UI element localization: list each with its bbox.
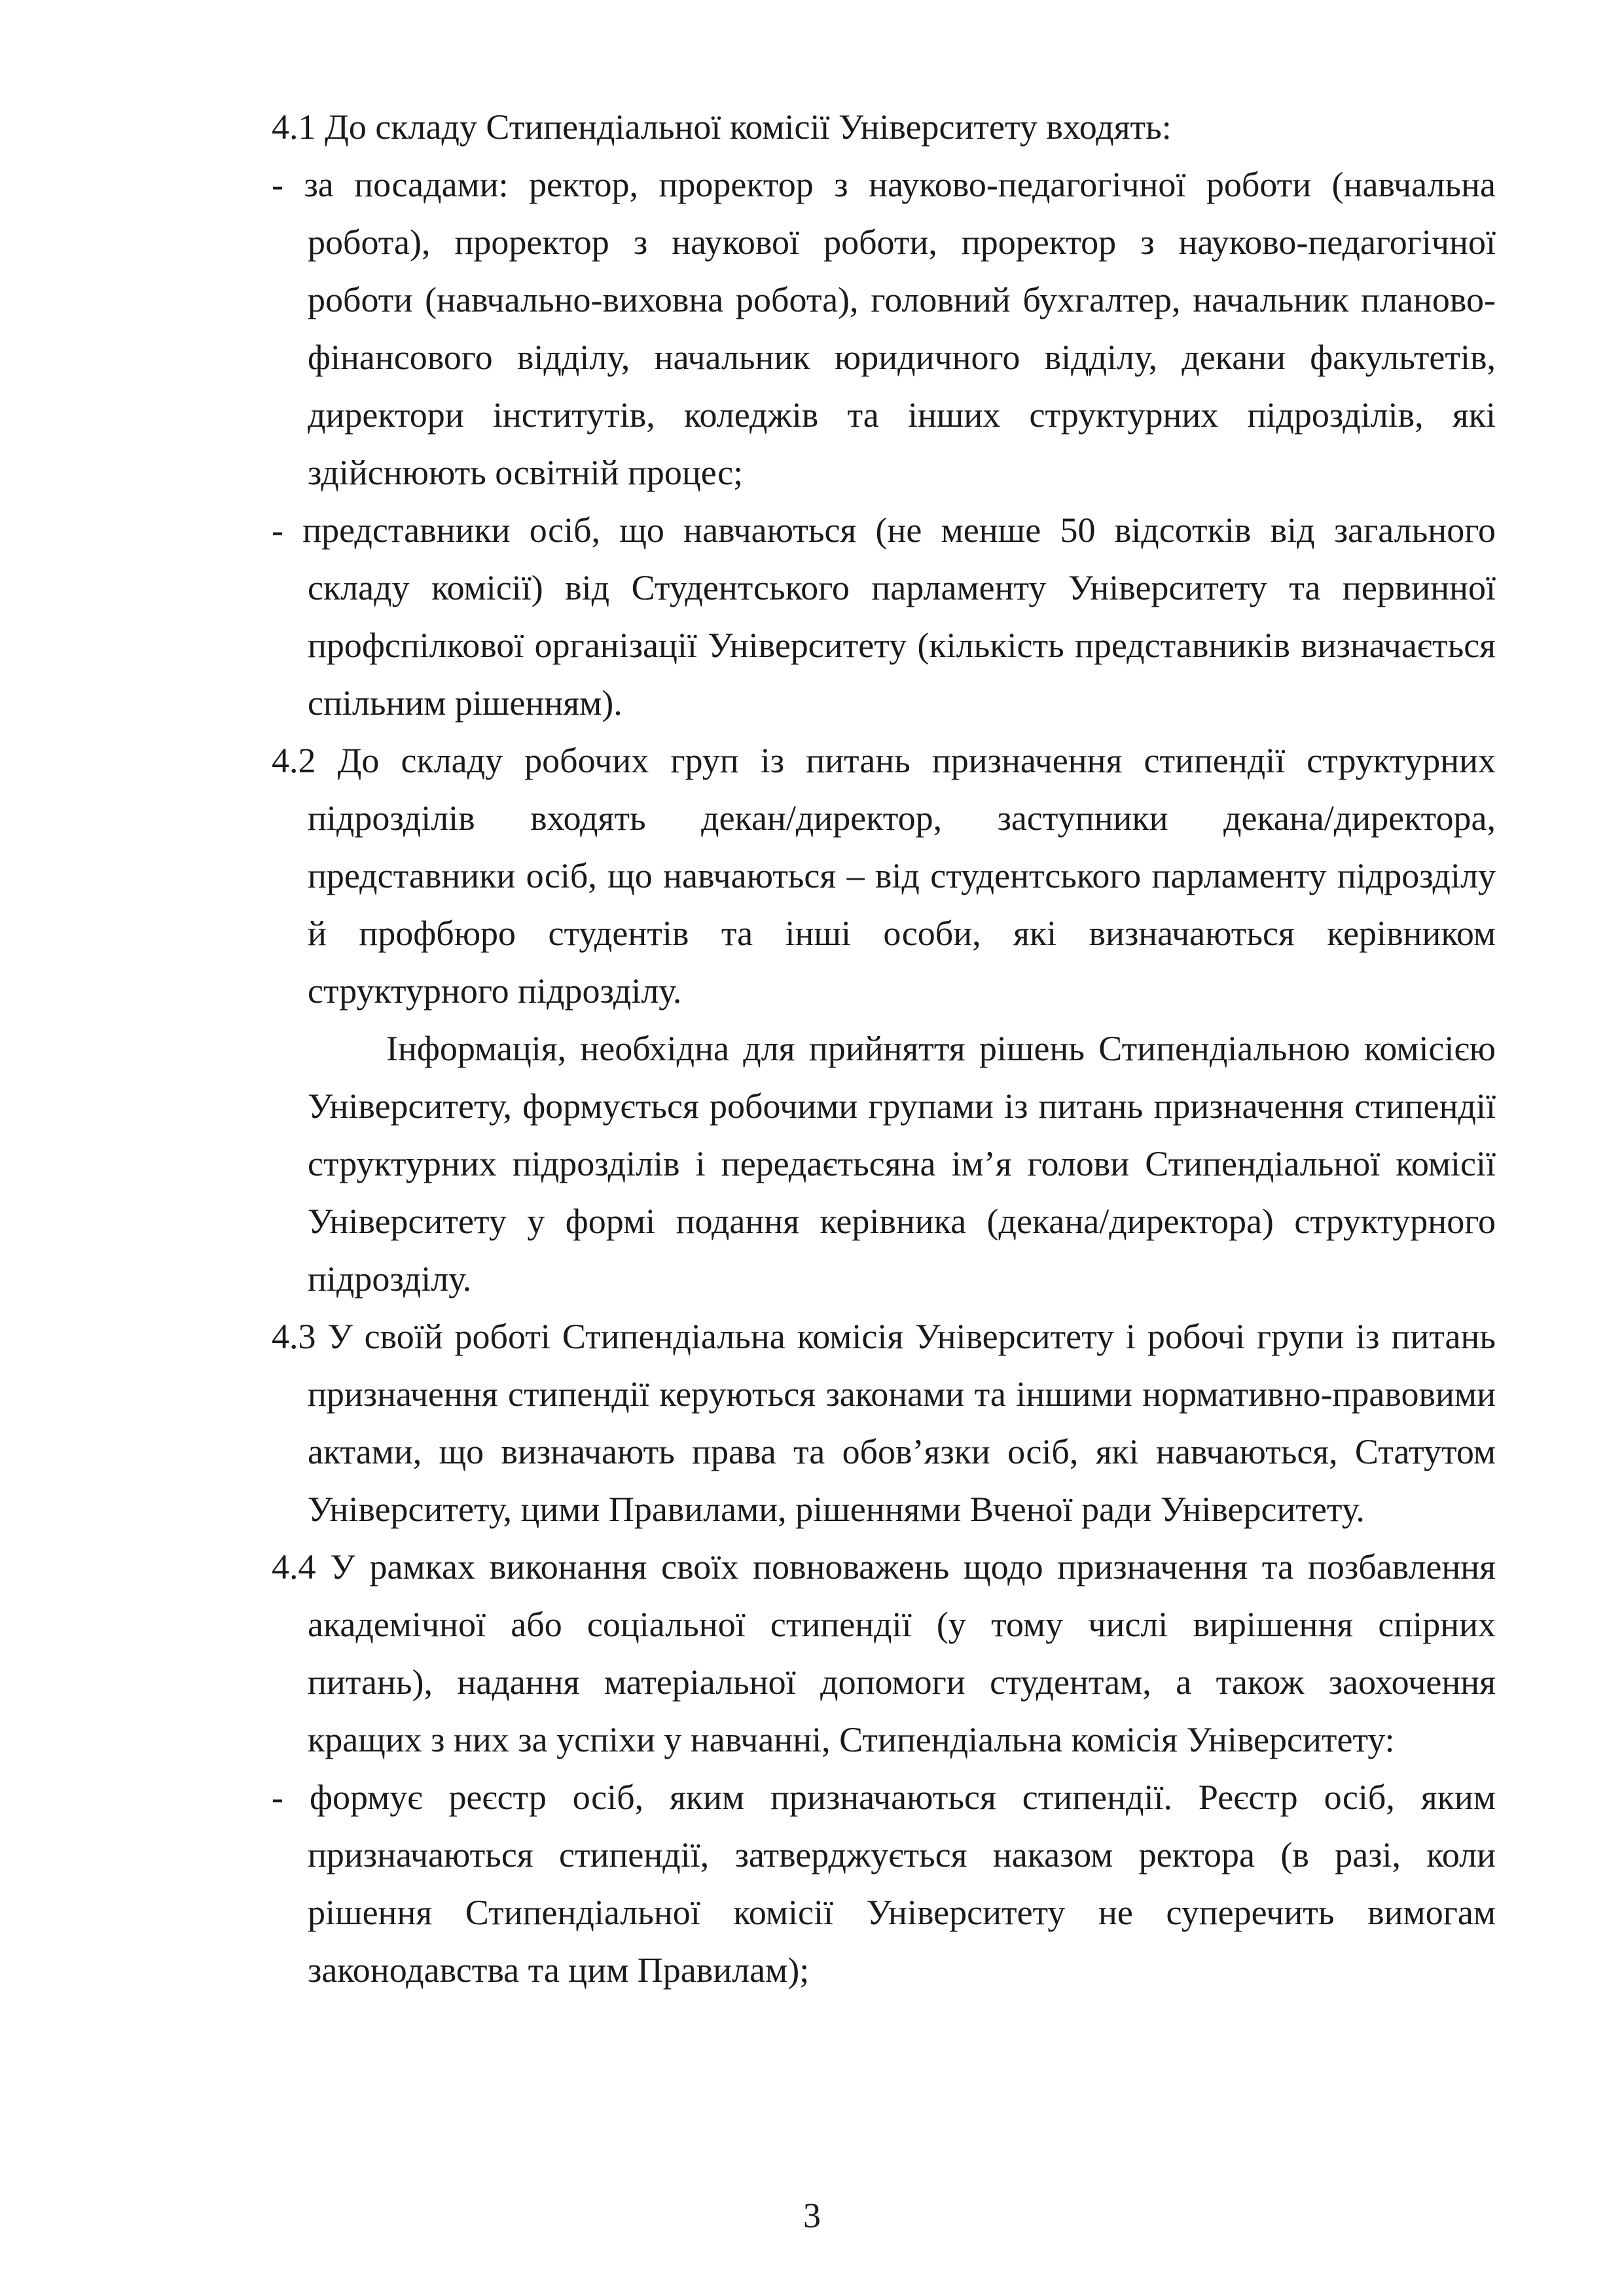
paragraph-student-representatives: - представники осіб, що навчаються (не менше 50 відсотків від загального складу комісії) від Студентського парламенту Університету та первинної профспілкової організації Університету (кількість представників визначається спільним рішенням). — [272, 511, 1496, 723]
paragraph-4-2: 4.2 До складу робочих груп із питань призначення стипендії структурних підрозділів входять декан/директор, заступники декана/директора, представники осіб, що навчаються – від студентського парламенту підрозділу й профбюро студентів та інші особи, які визначаються керівником структурного підрозділу. — [272, 741, 1496, 1011]
document-body — [272, 98, 1496, 1999]
paragraph-4-4: 4.4 У рамках виконання своїх повноважень щодо призначення та позбавлення академічної або соціальної стипендії (у тому числі вирішення спірних питань), надання матеріальної допомоги студентам, а також заохочення кращих з них за успіхи у навчанні, Стипендіальна комісія Університету: — [272, 1547, 1496, 1759]
paragraph-4-3: 4.3 У своїй роботі Стипендіальна комісія Університету і робочі групи із питань призначення стипендії керуються законами та іншими нормативно-правовими актами, що визначають права та обов’язки осіб, які навчаються, Статутом Університету, цими Правилами, рішеннями Вченої ради Університету. — [272, 1317, 1496, 1529]
paragraph-positions-list: - за посадами: ректор, проректор з науково-педагогічної роботи (навчальна робота), проректор з наукової роботи, проректор з науково-педагогічної роботи (навчально-виховна робота), головний бухгалтер, начальник планово-фінансового відділу, начальник юридичного відділу, декани факультетів, директори інститутів, коледжів та інших структурних підрозділів, які здійснюють освітній процес; — [272, 165, 1496, 492]
page-number: 3 — [803, 2196, 821, 2235]
paragraph-4-1-heading: 4.1 До складу Стипендіальної комісії Університету входять: — [272, 107, 1172, 147]
paragraph-registry: - формує реєстр осіб, яким призначаються стипендії. Реєстр осіб, яким призначаються стипендії, затверджується наказом ректора (в разі, коли рішення Стипендіальної комісії Університету не суперечить вимогам законодавства та цим Правилам); — [272, 1778, 1496, 1990]
paragraph-information: Інформація, необхідна для прийняття рішень Стипендіальною комісією Університету, формується робочими групами із питань призначення стипендії структурних підрозділів і передаєтьсяна ім’я голови Стипендіальної комісії Університету у формі подання керівника (декана/директора) структурного підрозділу. — [308, 1029, 1496, 1299]
